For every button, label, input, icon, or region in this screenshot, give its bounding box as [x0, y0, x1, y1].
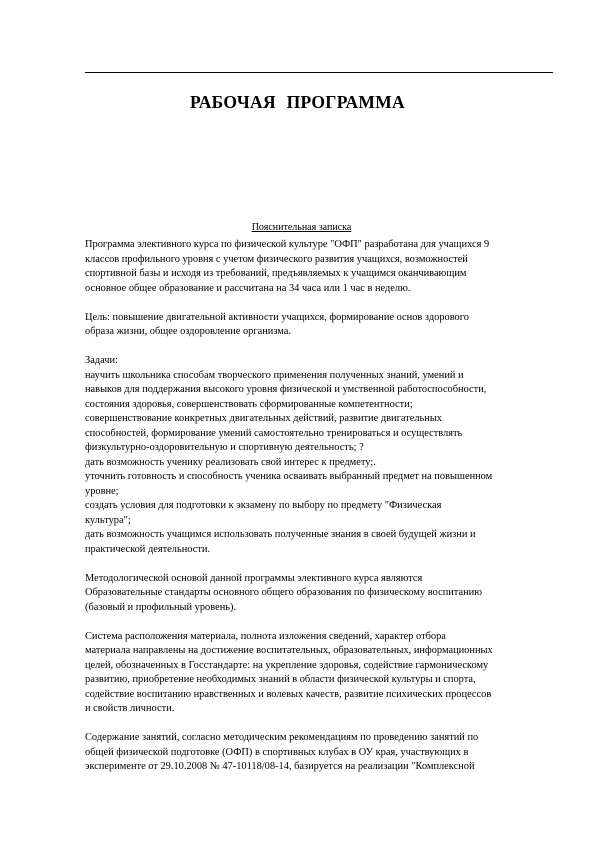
- text-line: развитию, приобретение необходимых знаний в области физической культуры и спорта,: [85, 674, 476, 685]
- text-line: общей физической подготовке (ОФП) в спортивных клубах в ОУ края, участвующих в: [85, 746, 469, 758]
- text-line: дать возможность ученику реализовать свой интерес к предмету;.: [85, 456, 376, 468]
- text-line: Цель: повышение двигательной активности учащихся, формирование основ здорового: [85, 311, 469, 323]
- paragraph-gap: [85, 615, 555, 630]
- text-line: навыков для поддержания высокого уровня физической и умственной работоспособности,: [85, 384, 487, 395]
- text-line: создать условия для подготовки к экзамену по выбору по предмету "Физическая: [85, 500, 442, 511]
- text-line: уточнить готовность и способность ученика осваивать выбранный предмет на повышенном: [85, 471, 493, 482]
- text-line: классов профильного уровня с учетом физического развития учащихся, возможностей: [85, 253, 468, 265]
- text-line: состояния здоровья, совершенствовать сформированные компетентности;: [85, 398, 413, 410]
- text-line: Задачи:: [85, 355, 118, 366]
- document-subtitle: Пояснительная записка: [251, 222, 352, 233]
- text-line: целей, обозначенных в Госстандарте: на укрепление здоровья, содействие гармоническому: [85, 659, 489, 671]
- text-line: Содержание занятий, согласно методическим рекомендациям по проведению занятий по: [85, 732, 479, 743]
- text-line: Система расположения материала, полнота изложения сведений, характер отбора: [85, 630, 446, 642]
- top-rule: [85, 72, 553, 73]
- text-line: дать возможность учащимся использовать полученные знания в своей будущей жизни и: [85, 529, 476, 540]
- text-line: Программа элективного курса по физической культуре "ОФП" разработана для учащихся 9: [85, 239, 490, 250]
- document-title: РАБОЧАЯ ПРОГРАММА: [189, 92, 406, 112]
- text-line: материала направлены на достижение воспитательных, образовательных, информационных: [85, 645, 493, 656]
- paragraph-gap: [85, 717, 555, 732]
- text-line: образа жизни, общее оздоровление организма.: [85, 326, 292, 337]
- paragraph-gap: [85, 340, 555, 355]
- text-line: основное общее образование и рассчитана на 34 часа или 1 час в неделю.: [85, 282, 411, 294]
- paragraph-gap: [85, 557, 555, 572]
- text-line: способностей, формирование умений самостоятельно тренироваться и осуществлять: [85, 427, 463, 439]
- text-line: научить школьника способам творческого применения полученных знаний, умений и: [85, 369, 464, 381]
- text-line: Образовательные стандарты основного общего образования по физическому воспитанию: [85, 587, 482, 598]
- document-body: [85, 238, 555, 775]
- text-line: физкультурно-оздоровительную и спортивную деятельность; ?: [85, 442, 364, 453]
- text-line: содействие воспитанию нравственных и волевых качеств, развитие психических процессов: [85, 688, 492, 700]
- text-line: практической деятельности.: [85, 543, 211, 555]
- text-line: эксперименте от 29.10.2008 № 47-10118/08-14, базируется на реализации "Комплексной: [85, 761, 475, 772]
- text-line: культура";: [85, 514, 131, 526]
- text-line: спортивной базы и исходя из требований, предъявляемых к учащимся оканчивающим: [85, 268, 467, 279]
- paragraph-gap: [85, 296, 555, 311]
- text-line: Методологической основой данной программы элективного курса являются: [85, 572, 423, 584]
- text-line: и свойств личности.: [85, 703, 175, 714]
- text-line: уровне;: [85, 485, 119, 497]
- text-line: совершенствование конкретных двигательных действий, развитие двигательных: [85, 413, 442, 424]
- text-line: (базовый и профильный уровень).: [85, 601, 237, 613]
